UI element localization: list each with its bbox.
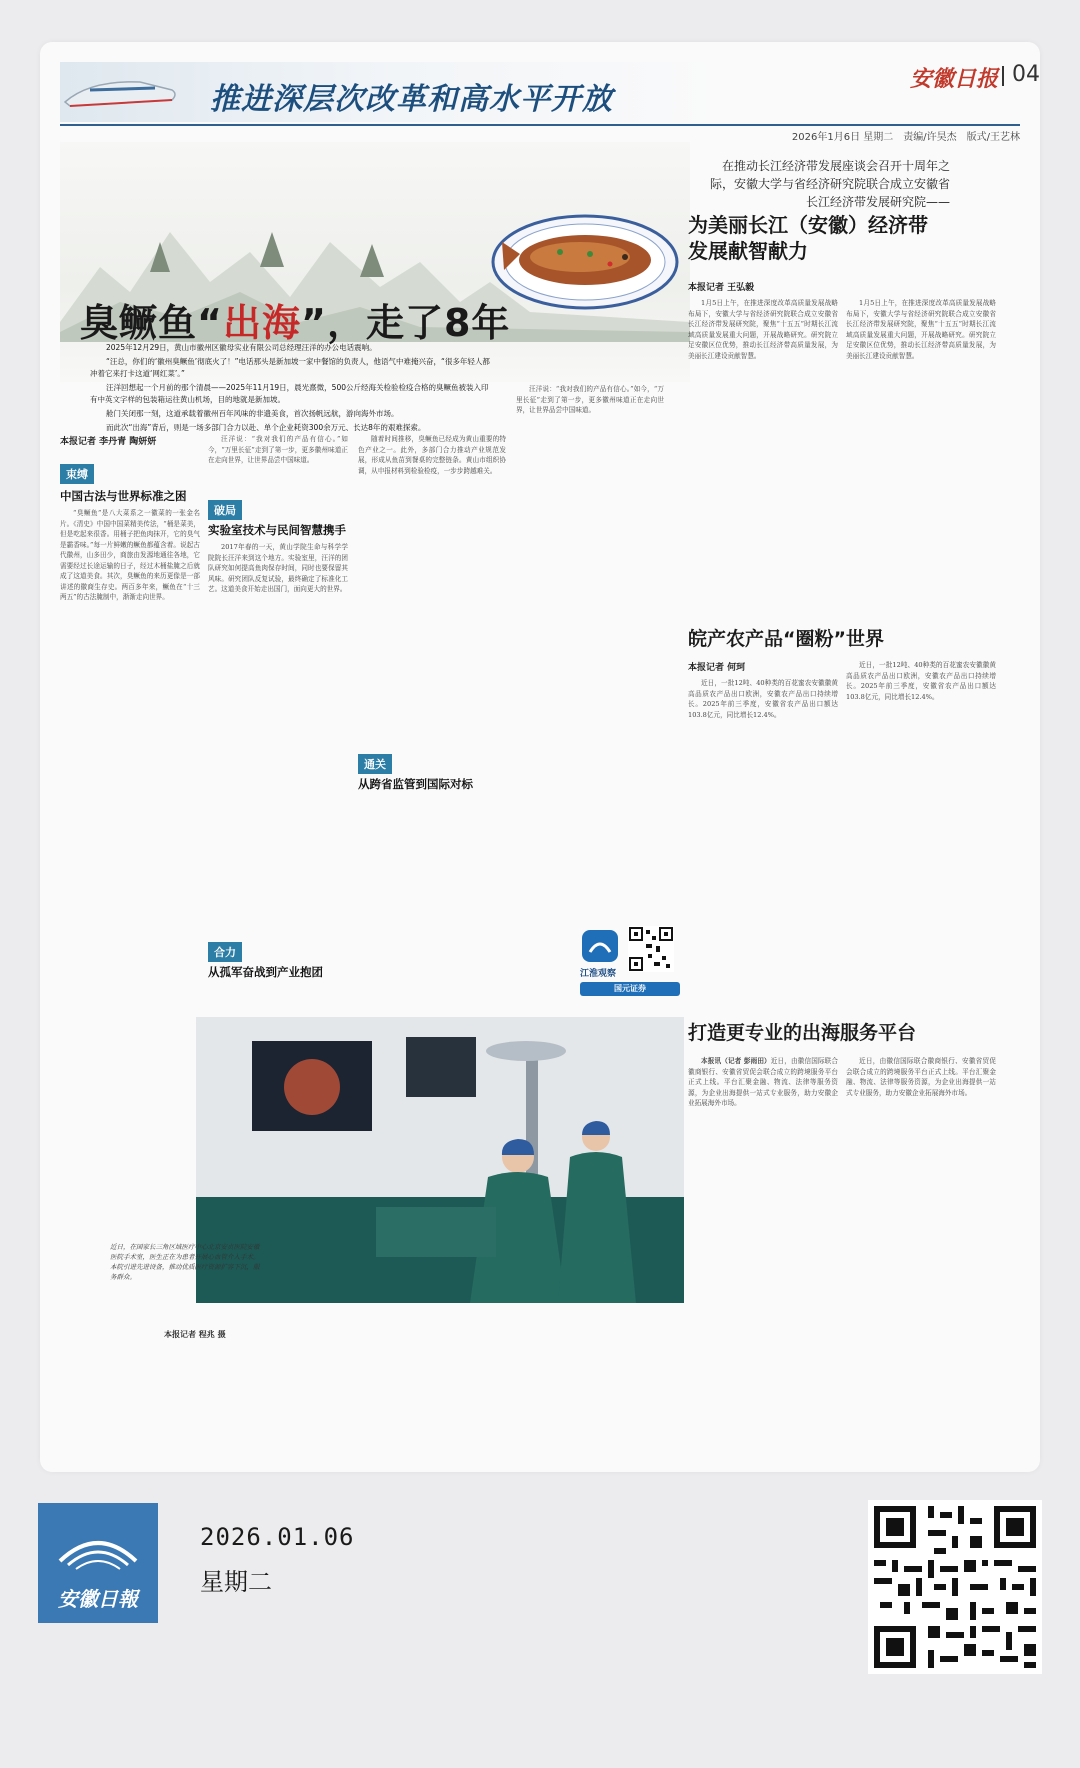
right-kicker: 在推动长江经济带发展座谈会召开十周年之际，安徽大学与省经济研究院联合成立安徽省长江经济带发展研究院—— bbox=[709, 159, 950, 209]
column-text: 2017年春的一天，黄山学院生命与科学学院院长汪洋来到这个地方。实验室里，汪洋的团队研究如何提高鱼肉保存时间，同时也要保留其风味。研究团队反复试验，最终确定了标准化工艺。这道美食开始走出国门，面向更大的世界。 bbox=[208, 543, 348, 593]
page-number: 04 bbox=[1012, 62, 1040, 87]
section-label: 束缚 bbox=[60, 464, 94, 484]
train-icon bbox=[60, 68, 180, 118]
promo-partner: 国元证券 bbox=[580, 982, 680, 996]
right-byline: 本报记者 王弘毅 bbox=[688, 283, 755, 293]
intro-paragraph: 2025年12月29日，黄山市徽州区徽母实业有限公司总经理汪洋的办公电话震响。 bbox=[106, 343, 377, 352]
column-text: 近日，由徽信国际联合徽商银行、安徽省贸促会联合成立的跨境服务平台正式上线。平台汇聚金融、物流、法律等服务资源，为企业出海提供一站式专业服务，助力安徽企业拓展海外市场。 bbox=[846, 1057, 996, 1097]
intro-paragraph: 汪洋回想起一个月前的那个清晨——2025年11月19日，晨光熹微，500公斤经海关检验检疫合格的臭鳜鱼被装入印有中英文字样的包装箱运往黄山机场，目的地就是新加坡。 bbox=[90, 383, 489, 404]
logo-text: 安徽日報 bbox=[58, 1587, 138, 1611]
fish-dish-illustration bbox=[490, 202, 680, 312]
column-text: 汪洋说：“我对我们的产品有信心。”如今，“万里长征”走到了第一步，更多徽州味道正在走向世界，让世界品尝中国味道。 bbox=[208, 435, 348, 464]
article-column bbox=[60, 508, 200, 1053]
section-subhead: 实验室技术与民间智慧携手 bbox=[208, 523, 346, 537]
section-subhead: 中国古法与世界标准之困 bbox=[60, 489, 187, 503]
section-label: 合力 bbox=[208, 942, 242, 962]
article-column bbox=[846, 1056, 996, 1306]
article-column bbox=[688, 298, 838, 608]
article-column bbox=[358, 434, 506, 752]
section-label: 通关 bbox=[358, 754, 392, 774]
banner-title: 推进深层次改革和高水平开放 bbox=[210, 82, 613, 117]
column-text: 1月5日上午，在推进深度改革高质量发展战略布局下，安徽大学与省经济研究院联合成立安徽省长江经济带发展研究院，聚焦“十五五”时期长江流域高质量发展重大问题，开展战略研究。研究院立足安徽区位优势，推动长江经济带高质量发展，为美丽长江建设贡献智慧。 bbox=[846, 299, 996, 360]
section-label: 破局 bbox=[208, 500, 242, 520]
intro-paragraph: “汪总，你们的‘徽州臭鳜鱼’彻底火了！”电话那头是新加坡一家中餐馆的负责人，他语气中难掩兴奋，“很多年轻人都冲着它来打卡这道‘网红菜’。” bbox=[90, 357, 490, 378]
issue-weekday: 星期二 bbox=[200, 1568, 272, 1596]
article-column bbox=[516, 384, 664, 904]
header-rule bbox=[60, 124, 1020, 126]
right-byline: 本报记者 何珂 bbox=[688, 663, 746, 673]
article-column bbox=[688, 1056, 838, 1306]
column-text: 近日，一批12吨、40种类的百花蜜农安徽徽黄高品质农产品出口欧洲，安徽农产品出口持续增长。2025年前三季度，安徽省农产品出口额达103.8亿元，同比增长12.4%。 bbox=[846, 661, 996, 701]
column-text: 汪洋说：“我对我们的产品有信心。”如今，“万里长征”走到了第一步，更多徽州味道正在走向世界，让世界品尝中国味道。 bbox=[516, 385, 664, 414]
right-headline: 为美丽长江（安徽）经济带发展献智献力 bbox=[688, 213, 928, 263]
column-text: 近日，由徽信国际联合徽商银行、安徽省贸促会联合成立的跨境服务平台正式上线。平台汇聚金融、物流、法律等服务资源，为企业出海提供一站式专业服务，助力安徽企业拓展海外市场。 bbox=[688, 1057, 838, 1107]
column-text: “臭鳜鱼”是八大菜系之一徽菜的一张金名片。《清史》中国中国菜精美传法，“桶是菜美，但是吃起来很香。用桶子把鱼肉抹开，它的臭气是霸香味。”每一片鲜嫩的鳜鱼都蕴含着。说起古代徽州，山多田少，商旅由发源地通往各地，它需要经过长途运输的日子，经过木桶盐腌之后就成了这道美食。其次，臭鳜鱼的来历更像是一部讲述的徽商生存史。两百多年来，鳜鱼在“十三两五”的古法腌制中，渐渐走向世界。 bbox=[60, 509, 200, 601]
brand-logo-icon bbox=[580, 928, 620, 964]
right-headline: 打造更专业的出海服务平台 bbox=[688, 1022, 917, 1044]
inline-byline: 本报讯（记者 彭雨田） bbox=[701, 1057, 771, 1065]
page-separator bbox=[1002, 66, 1004, 86]
article-column bbox=[208, 434, 348, 494]
photo-caption: 近日，在国家长三角区域医疗中心北京安贞医院安徽医院手术室，医生正在为患者开展心血管介入手术。本院引进先进设备，推动优质医疗资源扩容下沉，服务群众。 bbox=[110, 1243, 260, 1281]
column-text: 1月5日上午，在推进深度改革高质量发展战略布局下，安徽大学与省经济研究院联合成立安徽省长江经济带发展研究院，聚焦“十五五”时期长江流域高质量发展重大问题，开展战略研究。研究院立足安徽区位优势，推动长江经济带高质量发展，为美丽长江建设贡献智慧。 bbox=[688, 299, 838, 360]
lead-byline: 本报记者 李丹青 陶妍妍 bbox=[60, 437, 157, 447]
lead-intro bbox=[90, 342, 490, 436]
qr-code-icon[interactable] bbox=[628, 926, 674, 972]
intro-paragraph: 舱门关闭那一刻，这道承载着徽州百年风味的非遗美食，首次扬帆远航，游向海外市场。 bbox=[106, 409, 399, 418]
promo-brand: 江淮观察 bbox=[580, 969, 617, 979]
footer-qr-code[interactable] bbox=[868, 1500, 1042, 1674]
intro-paragraph: 而此次“出海”背后，则是一场多部门合力以赴、单个企业耗资300余万元、长达8年的艰难探索。 bbox=[106, 423, 426, 432]
issue-line: 2026年1月6日 星期二 责编/许昊杰 版式/王艺林 bbox=[791, 132, 1020, 143]
masthead: 安徽日报 bbox=[909, 66, 998, 92]
newspaper-page[interactable] bbox=[40, 42, 1040, 1472]
headline-part: 臭鳜鱼“ bbox=[80, 301, 223, 345]
photo-credit: 本报记者 程兆 摄 bbox=[164, 1330, 226, 1339]
main-headline bbox=[80, 292, 510, 347]
newspaper-logo bbox=[38, 1503, 158, 1623]
article-column bbox=[688, 678, 838, 998]
article-column bbox=[846, 660, 996, 998]
column-text: 随着时间推移，臭鳜鱼已经成为黄山重要的特色产业之一。此外，多部门合力推动产业规范发展，形成从鱼苗到餐桌的完整链条。黄山市组织协调，从申报材料到检验检疫，一步步跨越难关。 bbox=[358, 435, 506, 475]
article-column bbox=[846, 298, 996, 608]
qr-code-icon bbox=[868, 1500, 1042, 1674]
article-column bbox=[208, 542, 348, 937]
issue-date: 2026.01.06 bbox=[200, 1523, 355, 1551]
headline-accent: 出海 bbox=[222, 301, 301, 345]
topic-banner bbox=[60, 62, 1020, 122]
column-text: 近日，一批12吨、40种类的百花蜜农安徽徽黄高品质农产品出口欧洲，安徽农产品出口持续增长。2025年前三季度，安徽省农产品出口额达103.8亿元，同比增长12.4%。 bbox=[688, 679, 838, 719]
section-subhead: 从跨省监管到国际对标 bbox=[358, 777, 473, 791]
surgery-photo-illustration bbox=[196, 1017, 684, 1303]
section-subhead: 从孤军奋战到产业抱团 bbox=[208, 965, 323, 979]
headline-part: ”，走了8年 bbox=[301, 301, 511, 345]
surgery-photo[interactable] bbox=[196, 1017, 684, 1303]
right-headline: 皖产农产品“圈粉”世界 bbox=[688, 628, 884, 650]
